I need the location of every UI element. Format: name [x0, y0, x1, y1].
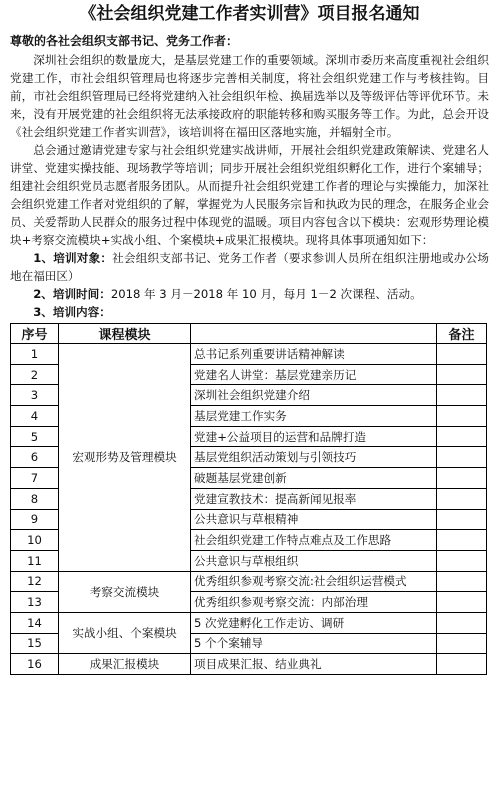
remarks-cell: [437, 406, 487, 427]
intro-paragraph: 深圳社会组织的数量庞大，是基层党建工作的重要领域。深圳市委历来高度重视社会组织党建工作，市社会组织管理局也将逐步完善相关制度，将社会组织党建工作与考核挂钩。目前，市社会组织管理局已经将党建纳入社会组织年检、换届选举以及等级评估等评优环节。未来，没有开展党建的社会组织将无法承接政府的职能转移和购买服务等工作。为此，总会开设《社会组织党建工作者实训营》，该培训将在福田区落地实施，并辐射全市。: [10, 53, 489, 139]
header-remarks: 备注: [437, 324, 487, 344]
header-module: 课程模块: [59, 324, 191, 344]
course-content: 项目成果汇报、结业典礼: [191, 654, 437, 675]
header-number: 序号: [11, 324, 59, 344]
remarks-cell: [437, 571, 487, 592]
table-body: [11, 344, 487, 675]
program-paragraph: 总会通过邀请党建专家与社会组织党建实战讲师，开展社会组织党建政策解读、党建名人讲堂、党建实操技能、现场教学等培训；同步开展社会组织党组织孵化工作，进行个案辅导；组建社会组织党员志愿者服务团队。从而提升社会组织党建工作者的理论与实操能力，加深社会组织党建工作者对党组织的了解，掌握党为人民服务宗旨和执政为民的理念，在服务企业会员、关爱帮助人民群众的服务过程中体现党的温暖。项目内容包含以下模块：宏观形势理论模块+考察交流模块+实战小组、个案模块+成果汇报模块。现将具体事项通知如下：: [10, 143, 489, 247]
row-number: 4: [11, 406, 59, 427]
training-content-label: 3、培训内容：: [33, 305, 111, 319]
salutation: 尊敬的各社会组织支部书记、党务工作者：: [10, 34, 239, 48]
row-number: 6: [11, 447, 59, 468]
course-content: 党建+公益项目的运营和品牌打造: [191, 426, 437, 447]
course-content: 社会组织党建工作特点难点及工作思路: [191, 530, 437, 551]
row-number: 3: [11, 385, 59, 406]
remarks-cell: [437, 344, 487, 365]
training-target-label: 1、培训对象：: [33, 251, 113, 265]
training-time-text: 2018 年 3 月－2018 年 10 月，每月 1－2 次课程、活动。: [110, 287, 422, 301]
row-number: 5: [11, 426, 59, 447]
training-time-item: [10, 285, 489, 303]
course-content: 破题基层党建创新: [191, 468, 437, 489]
remarks-cell: [437, 447, 487, 468]
table-row: [11, 612, 487, 633]
remarks-cell: [437, 633, 487, 654]
course-content: 优秀组织参观考察交流：内部治理: [191, 592, 437, 613]
remarks-cell: [437, 530, 487, 551]
remarks-cell: [437, 654, 487, 675]
course-content: 5 次党建孵化工作走访、调研: [191, 612, 437, 633]
remarks-cell: [437, 509, 487, 530]
training-target-text: 社会组织支部书记、党务工作者（要求参训人员所在组织注册地或办公场地在福田区）: [10, 251, 489, 283]
course-content: 基层党组织活动策划与引领技巧: [191, 447, 437, 468]
remarks-cell: [437, 488, 487, 509]
table-header-row: [11, 324, 487, 344]
remarks-cell: [437, 592, 487, 613]
row-number: 13: [11, 592, 59, 613]
row-number: 7: [11, 468, 59, 489]
remarks-cell: [437, 426, 487, 447]
remarks-cell: [437, 612, 487, 633]
course-content: 党建名人讲堂：基层党建亲历记: [191, 364, 437, 385]
course-content: 基层党建工作实务: [191, 406, 437, 427]
row-number: 11: [11, 550, 59, 571]
table-row: [11, 571, 487, 592]
row-number: 1: [11, 344, 59, 365]
module-name: 成果汇报模块: [59, 654, 191, 675]
row-number: 15: [11, 633, 59, 654]
remarks-cell: [437, 364, 487, 385]
row-number: 14: [11, 612, 59, 633]
course-content: 公共意识与草根组织: [191, 550, 437, 571]
module-name: 宏观形势及管理模块: [59, 344, 191, 572]
course-content: 公共意识与草根精神: [191, 509, 437, 530]
row-number: 8: [11, 488, 59, 509]
remarks-cell: [437, 550, 487, 571]
training-target-item: [10, 249, 489, 285]
course-content: 党建宣教技术：提高新闻见报率: [191, 488, 437, 509]
module-name: 考察交流模块: [59, 571, 191, 612]
training-content-item: [10, 303, 489, 321]
course-content: 总书记系列重要讲话精神解读: [191, 344, 437, 365]
course-content: 深圳社会组织党建介绍: [191, 385, 437, 406]
remarks-cell: [437, 385, 487, 406]
row-number: 2: [11, 364, 59, 385]
training-time-label: 2、培训时间：: [33, 287, 111, 301]
module-name: 实战小组、个案模块: [59, 612, 191, 653]
row-number: 9: [11, 509, 59, 530]
row-number: 16: [11, 654, 59, 675]
row-number: 10: [11, 530, 59, 551]
table-row: [11, 344, 487, 365]
course-table: [10, 323, 487, 675]
document-title: 《社会组织党建工作者实训营》项目报名通知: [79, 4, 420, 24]
header-content: [191, 324, 437, 344]
remarks-cell: [437, 468, 487, 489]
table-row: [11, 654, 487, 675]
course-content: 优秀组织参观考察交流:社会组织运营模式: [191, 571, 437, 592]
row-number: 12: [11, 571, 59, 592]
course-content: 5 个个案辅导: [191, 633, 437, 654]
